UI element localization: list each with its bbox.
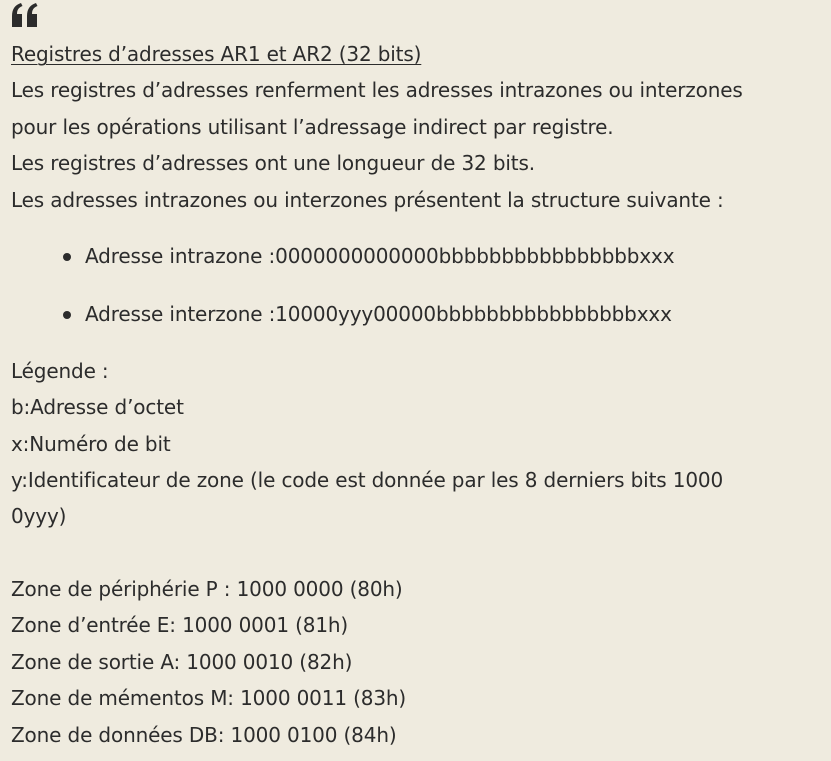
- zone-line: Zone de données DB: 1000 0100 (84h): [11, 722, 397, 747]
- legend-line: y:Identificateur de zone (le code est donnée par les 8 derniers bits 1000: [11, 468, 724, 493]
- bullet-icon: [63, 253, 71, 261]
- intro-line: pour les opérations utilisant l’adressage indirect par registre.: [11, 114, 614, 139]
- blank-line: [11, 535, 831, 571]
- quotation-mark-icon: [11, 2, 39, 28]
- address-format-list: [11, 238, 831, 333]
- format-intrazone: Adresse intrazone :0000000000000bbbbbbbbbbbbbbbbxxx: [85, 244, 675, 269]
- intro-line: Les registres d’adresses ont une longueur de 32 bits.: [11, 151, 535, 176]
- intro-line: Les registres d’adresses renferment les adresses intrazones ou interzones: [11, 78, 743, 103]
- list-item-interzone: [63, 296, 831, 332]
- legend-line: x:Numéro de bit: [11, 431, 171, 456]
- list-item-intrazone: [63, 238, 831, 274]
- zone-line: Zone d’entrée E: 1000 0001 (81h): [11, 613, 349, 638]
- quote-content: [11, 36, 831, 753]
- zone-line: Zone de mémentos M: 1000 0011 (83h): [11, 686, 407, 711]
- bullet-icon: [63, 311, 71, 319]
- zone-line: Zone de sortie A: 1000 0010 (82h): [11, 649, 353, 674]
- legend-line: 0yyy): [11, 504, 67, 529]
- intro-line: Les adresses intrazones ou interzones présentent la structure suivante :: [11, 187, 724, 212]
- zone-line: Zone de périphérie P : 1000 0000 (80h): [11, 576, 403, 601]
- section-title: Registres d’adresses AR1 et AR2 (32 bits): [11, 42, 422, 66]
- legend-line: b:Adresse d’octet: [11, 395, 184, 420]
- format-interzone: Adresse interzone :10000yyy00000bbbbbbbbbbbbbbbbxxx: [85, 302, 672, 327]
- legend-heading: Légende :: [11, 358, 109, 383]
